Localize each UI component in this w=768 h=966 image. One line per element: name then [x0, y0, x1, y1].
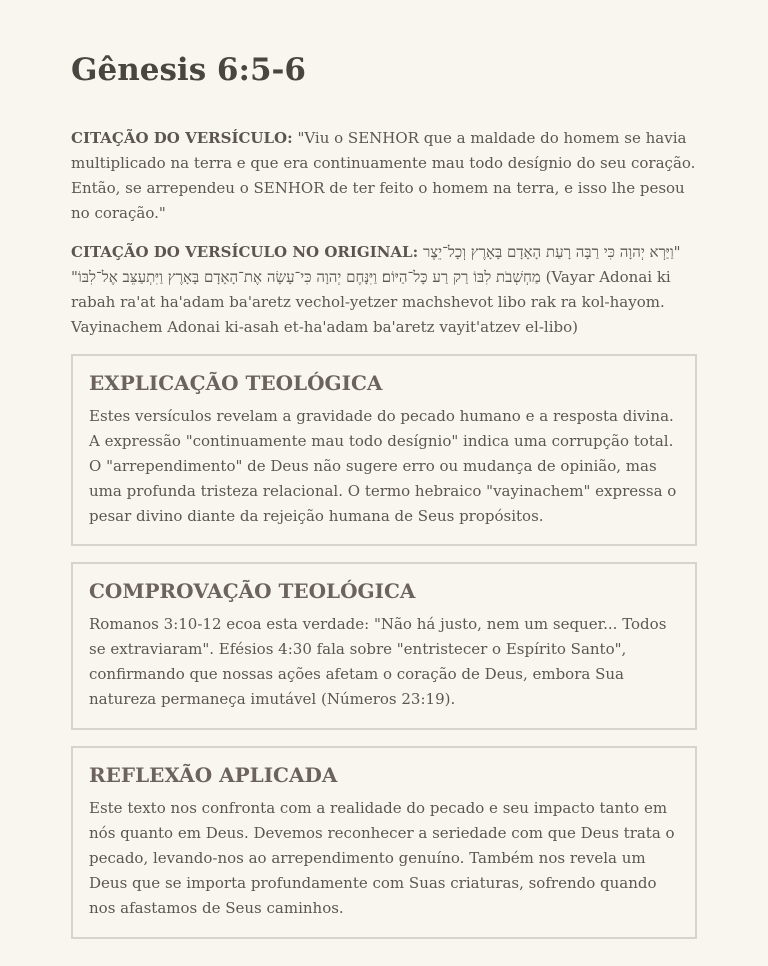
- verse-original-hebrew: "וַיַּרְא יְהוָה כִּי רַבָּה רָעַת הָאָדָם בָּאָרֶץ וְכָל־יֵצֶר מַחְשְׁבֹת לִבּוֹ רַק רַע כָּל־הַיּוֹם׃ וַיִּנָּחֶם יְהוָה כִּי־עָשָׂה אֶת־הָאָדָם בָּאָרֶץ וַיִּתְעַצֵּב אֶל־לִבּוֹ": [71, 243, 681, 286]
- section-heading: COMPROVAÇÃO TEOLÓGICA: [89, 579, 416, 603]
- verse-original-label: CITAÇÃO DO VERSÍCULO NO ORIGINAL:: [71, 243, 419, 261]
- section-applied-reflection: [71, 746, 697, 939]
- verse-quote-label: CITAÇÃO DO VERSÍCULO:: [71, 129, 293, 147]
- section-body: Romanos 3:10-12 ecoa esta verdade: "Não há justo, nem um sequer... Todos se extraviaram". Efésios 4:30 fala sobre "entristecer o Espírito Santo", confirmando que nossas ações afetam o coração de Deus, embora Sua natureza permaneça imutável (Números 23:19).: [89, 615, 667, 708]
- section-theological-proof: [71, 562, 697, 730]
- verse-quote-text: "Viu o SENHOR que a maldade do homem se havia multiplicado na terra e que era continuamente mau todo desígnio do seu coração. Então, se arrependeu o SENHOR de ter feito o homem na terra, e isso lhe pesou no coração.": [71, 129, 696, 222]
- section-heading: REFLEXÃO APLICADA: [89, 763, 338, 787]
- section-heading: EXPLICAÇÃO TEOLÓGICA: [89, 371, 383, 395]
- verse-original: [71, 240, 697, 340]
- section-body: Estes versículos revelam a gravidade do pecado humano e a resposta divina. A expressão "continuamente mau todo desígnio" indica uma corrupção total. O "arrependimento" de Deus não sugere erro ou mudança de opinião, mas uma profunda tristeza relacional. O termo hebraico "vayinachem" expressa o pesar divino diante da rejeição humana de Seus propósitos.: [89, 407, 677, 525]
- section-theological-explanation: [71, 354, 697, 546]
- verse-original-transliteration: (Vayar Adonai ki rabah ra'at ha'adam ba'aretz vechol-yetzer machshevot libo rak ra kol-hayom. Vayinachem Adonai ki-asah et-ha'adam ba'aretz vayit'atzev el-libo): [71, 268, 671, 336]
- verse-quote: [71, 126, 697, 226]
- section-body: Este texto nos confronta com a realidade do pecado e seu impacto tanto em nós quanto em Deus. Devemos reconhecer a seriedade com que Deus trata o pecado, levando-nos ao arrependimento genuíno. Também nos revela um Deus que se importa profundamente com Suas criaturas, sofrendo quando nos afastamos de Seus caminhos.: [89, 799, 675, 917]
- page-title: Gênesis 6:5-6: [71, 52, 306, 88]
